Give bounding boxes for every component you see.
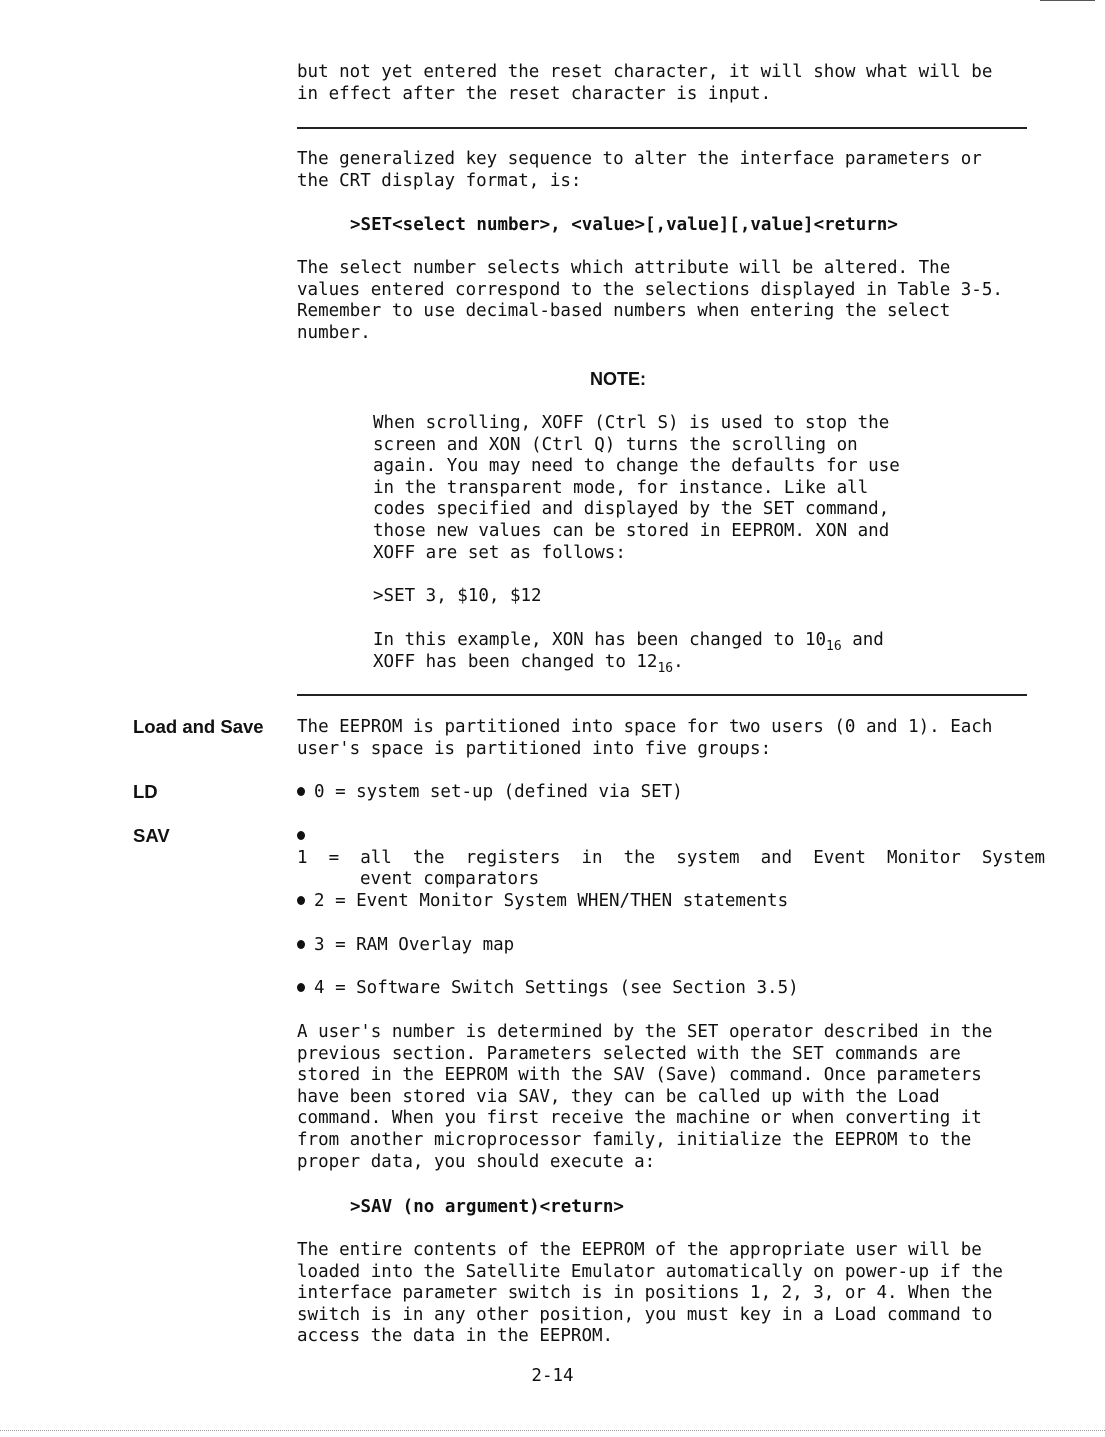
example-line-a: In this example, XON has been changed to 10 bbox=[373, 630, 827, 650]
note-line: screen and XON (Ctrl Q) turns the scrolling on bbox=[373, 434, 858, 455]
select-line-1: The select number selects which attribute will be altered. The bbox=[297, 258, 951, 278]
group-text-continued: event comparators bbox=[360, 869, 540, 890]
note-line: XOFF are set as follows: bbox=[373, 542, 626, 563]
user-line: from another microprocessor family, initialize the EEPROM to the bbox=[297, 1129, 972, 1150]
sidebar-label-sav: SAV bbox=[133, 825, 170, 846]
page-number: 2-14 bbox=[531, 1366, 574, 1386]
group-text: 1 = all the registers in the system and Event Monitor System bbox=[297, 847, 1046, 868]
sidebar-heading-load-and-save: Load and Save bbox=[133, 716, 264, 737]
eeprom-line-2: user's space is partitioned into five groups: bbox=[297, 738, 772, 759]
note-example-explanation bbox=[373, 630, 933, 676]
note-example-command: >SET 3, $10, $12 bbox=[373, 586, 542, 606]
select-line-2: values entered correspond to the selections displayed in Table 3-5. bbox=[297, 279, 1003, 300]
select-line-4: number. bbox=[297, 322, 371, 343]
final-line: switch is in any other position, you must key in a Load command to bbox=[297, 1304, 993, 1325]
group-text: 3 = RAM Overlay map bbox=[314, 935, 515, 955]
select-line-3: Remember to use decimal-based numbers when entering the select bbox=[297, 301, 951, 322]
note-line: When scrolling, XOFF (Ctrl S) is used to stop the bbox=[373, 413, 890, 433]
sav-command-syntax: >SAV (no argument)<return> bbox=[350, 1197, 624, 1217]
intro-line-1: but not yet entered the reset character, it will show what will be bbox=[297, 62, 993, 82]
divider-top bbox=[297, 127, 1027, 129]
example-line-b-end: . bbox=[673, 651, 684, 672]
final-paragraph bbox=[297, 1240, 1027, 1348]
example-line-a-end: and bbox=[841, 630, 884, 650]
top-edge-mark bbox=[1040, 0, 1095, 1]
divider-bottom bbox=[297, 694, 1027, 696]
user-line: proper data, you should execute a: bbox=[297, 1151, 656, 1172]
select-paragraph bbox=[297, 258, 1027, 344]
note-line: codes specified and displayed by the SET command, bbox=[373, 499, 890, 520]
intro-paragraph bbox=[297, 62, 1027, 105]
note-line: in the transparent mode, for instance. Like all bbox=[373, 477, 869, 498]
group-list-item bbox=[297, 826, 1046, 891]
final-line: The entire contents of the EEPROM of the appropriate user will be bbox=[297, 1240, 982, 1260]
bullet-icon bbox=[297, 983, 305, 992]
group-list-item bbox=[297, 782, 1027, 804]
note-line: again. You may need to change the defaults for use bbox=[373, 456, 900, 477]
note-line: those new values can be stored in EEPROM. XON and bbox=[373, 520, 890, 541]
bottom-edge-mark bbox=[0, 1430, 1105, 1431]
group-text: 2 = Event Monitor System WHEN/THEN statements bbox=[314, 891, 789, 911]
group-list-item bbox=[297, 978, 1027, 1000]
bullet-icon bbox=[297, 831, 305, 840]
final-line: interface parameter switch is in positions 1, 2, 3, or 4. When the bbox=[297, 1283, 993, 1304]
group-list-item bbox=[297, 891, 1027, 913]
example-line-b: XOFF has been changed to 12 bbox=[373, 651, 658, 672]
user-paragraph bbox=[297, 1022, 1027, 1173]
example-subscript-a: 16 bbox=[826, 639, 842, 654]
user-line: stored in the EEPROM with the SAV (Save) command. Once parameters bbox=[297, 1065, 982, 1086]
final-line: access the data in the EEPROM. bbox=[297, 1326, 614, 1347]
intro-line-2: in effect after the reset character is input. bbox=[297, 83, 772, 104]
note-heading: NOTE: bbox=[590, 369, 646, 389]
note-body bbox=[373, 413, 933, 564]
user-line: previous section. Parameters selected with the SET commands are bbox=[297, 1043, 961, 1064]
set-command-syntax: >SET<select number>, <value>[,value][,value]<return> bbox=[350, 215, 898, 235]
example-subscript-b: 16 bbox=[657, 660, 674, 676]
generalized-line-2: the CRT display format, is: bbox=[297, 170, 582, 191]
eeprom-line-1: The EEPROM is partitioned into space for two users (0 and 1). Each bbox=[297, 717, 993, 737]
final-line: loaded into the Satellite Emulator automatically on power-up if the bbox=[297, 1261, 1003, 1282]
group-text: 4 = Software Switch Settings (see Section 3.5) bbox=[314, 978, 799, 998]
bullet-icon bbox=[297, 940, 305, 949]
generalized-paragraph bbox=[297, 149, 1027, 192]
generalized-line-1: The generalized key sequence to alter the interface parameters or bbox=[297, 149, 982, 169]
eeprom-paragraph bbox=[297, 717, 1027, 760]
user-line: command. When you first receive the machine or when converting it bbox=[297, 1108, 982, 1129]
group-list-item bbox=[297, 935, 1027, 957]
bullet-icon bbox=[297, 787, 305, 796]
bullet-icon bbox=[297, 896, 305, 905]
user-line: have been stored via SAV, they can be called up with the Load bbox=[297, 1086, 940, 1107]
group-text: 0 = system set-up (defined via SET) bbox=[314, 782, 683, 802]
sidebar-label-ld: LD bbox=[133, 781, 158, 802]
user-line: A user's number is determined by the SET operator described in the bbox=[297, 1022, 993, 1042]
